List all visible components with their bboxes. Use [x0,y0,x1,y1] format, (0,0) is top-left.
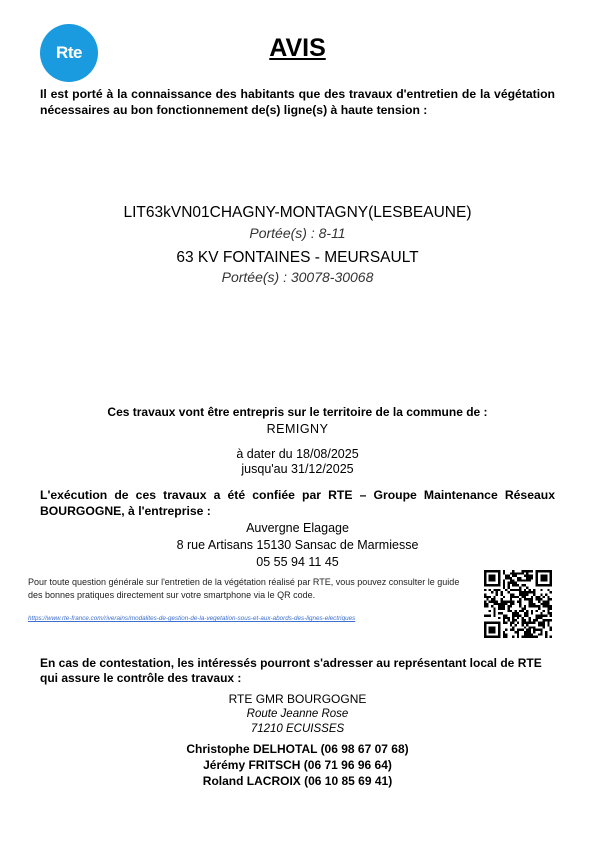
rte-street: Route Jeanne Rose [246,708,349,720]
contractor-address: 8 rue Artisans 15130 Sansac de Marmiesse [176,538,419,552]
date-until: jusqu'au 31/12/2025 [241,462,354,476]
rte-city: 71210 ECUISSES [250,723,345,735]
qr-code-icon[interactable] [484,570,552,638]
intro-paragraph: Il est porté à la connaissance des habitants que des travaux d'entretien de la végétation nécessaires au bon fonctionnement de(s) ligne(s) à haute tension : [40,87,555,117]
line-2-spans: Portée(s) : 30078-30068 [221,269,374,285]
contest-paragraph: En cas de contestation, les intéressés pourront s'adresser au représentant local de RTE qui assure le contrôle des travaux : [40,656,542,685]
rte-logo-text: Rte [56,43,82,62]
line-2-name: 63 KV FONTAINES - MEURSAULT [176,249,419,266]
guide-link[interactable]: https://www.rte-france.com/riverains/modalites-de-gestion-de-la-vegetation-sous-et-aux-abords-des-lignes-electriques [28,615,356,622]
line-1-name: LIT63kVN01CHAGNY-MONTAGNY(LESBEAUNE) [123,204,472,221]
contractor-name: Auvergne Elagage [246,521,349,535]
line-1-spans: Portée(s) : 8-11 [249,225,346,241]
qr-info-text: Pour toute question générale sur l'entretien de la végétation réalisé par RTE, vous pouvez consulter le guide des bonnes pratiques directement sur votre smartphone via le QR code. [28,577,460,600]
commune-name: REMIGNY [266,422,329,436]
contact-3: Roland LACROIX (06 10 85 69 41) [202,774,393,788]
qr-code-graphic [484,570,552,638]
execution-paragraph: L'exécution de ces travaux a été confiée par RTE – Groupe Maintenance Réseaux BOURGOGNE, à l'entreprise : [40,488,555,518]
territory-intro: Ces travaux vont être entrepris sur le territoire de la commune de : [107,405,488,419]
date-from: à dater du 18/08/2025 [236,447,359,461]
contact-1: Christophe DELHOTAL (06 98 67 07 68) [186,742,409,756]
rte-org-name: RTE GMR BOURGOGNE [228,692,367,706]
contact-2: Jérémy FRITSCH (06 71 96 96 64) [203,758,392,772]
contractor-phone: 05 55 94 11 45 [256,555,339,569]
page-title: AVIS [269,34,326,62]
